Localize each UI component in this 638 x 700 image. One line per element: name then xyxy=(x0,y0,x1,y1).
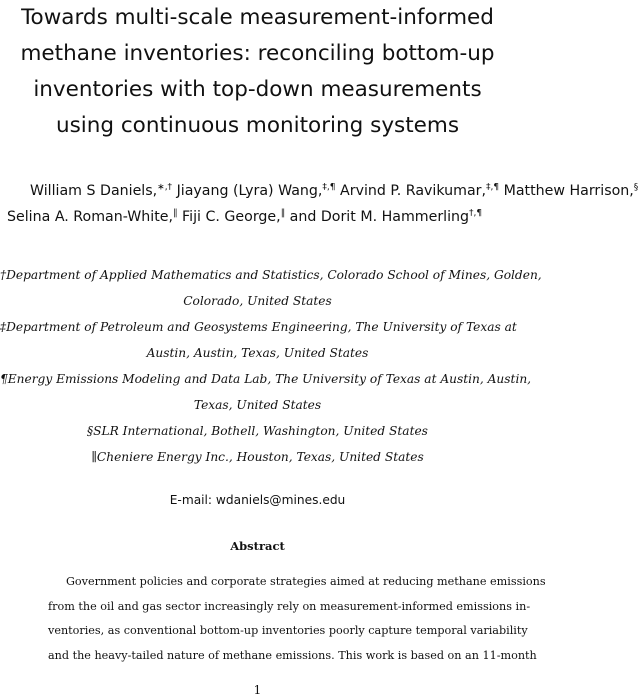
author-affiliation-marks: ∥ xyxy=(173,208,178,219)
author-name: William S Daniels, xyxy=(30,183,158,199)
author-affiliation-marks: ‡,¶ xyxy=(485,182,500,193)
abstract-line: Government policies and corporate strategies aimed at reducing methane emissions xyxy=(66,575,546,588)
paper-title xyxy=(0,0,515,144)
abstract-body xyxy=(48,570,546,668)
author-name: Jiayang (Lyra) Wang, xyxy=(176,183,323,199)
author-affiliation-marks: †,¶ xyxy=(469,208,483,219)
author-affiliation-marks: ‡,¶ xyxy=(322,182,336,193)
author-name: Matthew Harrison, xyxy=(503,183,634,199)
contact-email: E-mail: wdaniels@mines.edu xyxy=(169,493,346,507)
affiliation-line: ¶Energy Emissions Modeling and Data Lab, The University of Texas at Austin, Austin, xyxy=(0,372,532,386)
author-name: Fiji C. George, xyxy=(182,209,281,225)
author-name: Arvind P. Ravikumar, xyxy=(340,183,486,199)
author-affiliation-marks: ∥ xyxy=(280,208,286,219)
affiliation-line: Texas, United States xyxy=(193,398,322,412)
affiliation-line: †Department of Applied Mathematics and Statistics, Colorado School of Mines, Golden, xyxy=(0,268,542,282)
author-line xyxy=(0,204,515,230)
author-name: and Dorit M. Hammerling xyxy=(289,209,470,225)
author-name: Selina A. Roman-White, xyxy=(7,209,174,225)
author-line xyxy=(0,178,638,204)
author-affiliation-marks: ∗,† xyxy=(157,182,173,193)
title-line: Towards multi-scale measurement-informed xyxy=(21,5,494,30)
abstract-line: from the oil and gas sector increasingly rely on measurement-informed emissions in- xyxy=(48,599,531,613)
abstract-line: and the heavy-tailed nature of methane emissions. This work is based on an 11-month xyxy=(48,648,537,662)
title-line: using continuous monitoring systems xyxy=(55,113,460,138)
page-number: 1 xyxy=(253,683,262,697)
affiliation-line: ∥Cheniere Energy Inc., Houston, Texas, United States xyxy=(91,450,424,464)
affiliation-line: ‡Department of Petroleum and Geosystems Engineering, The University of Texas at xyxy=(0,320,517,334)
abstract-line: ventories, as conventional bottom-up inventories poorly capture temporal variability xyxy=(48,624,528,637)
affiliations xyxy=(0,262,542,470)
author-affiliation-marks: § xyxy=(633,182,638,193)
title-line: methane inventories: reconciling bottom-up xyxy=(20,41,495,66)
title-line: inventories with top-down measurements xyxy=(33,77,482,102)
abstract-heading: Abstract xyxy=(230,539,285,553)
author-list xyxy=(0,178,638,230)
affiliation-line: Austin, Austin, Texas, United States xyxy=(146,346,369,360)
affiliation-line: §SLR International, Bothell, Washington, United States xyxy=(87,424,428,438)
affiliation-line: Colorado, United States xyxy=(183,294,332,308)
